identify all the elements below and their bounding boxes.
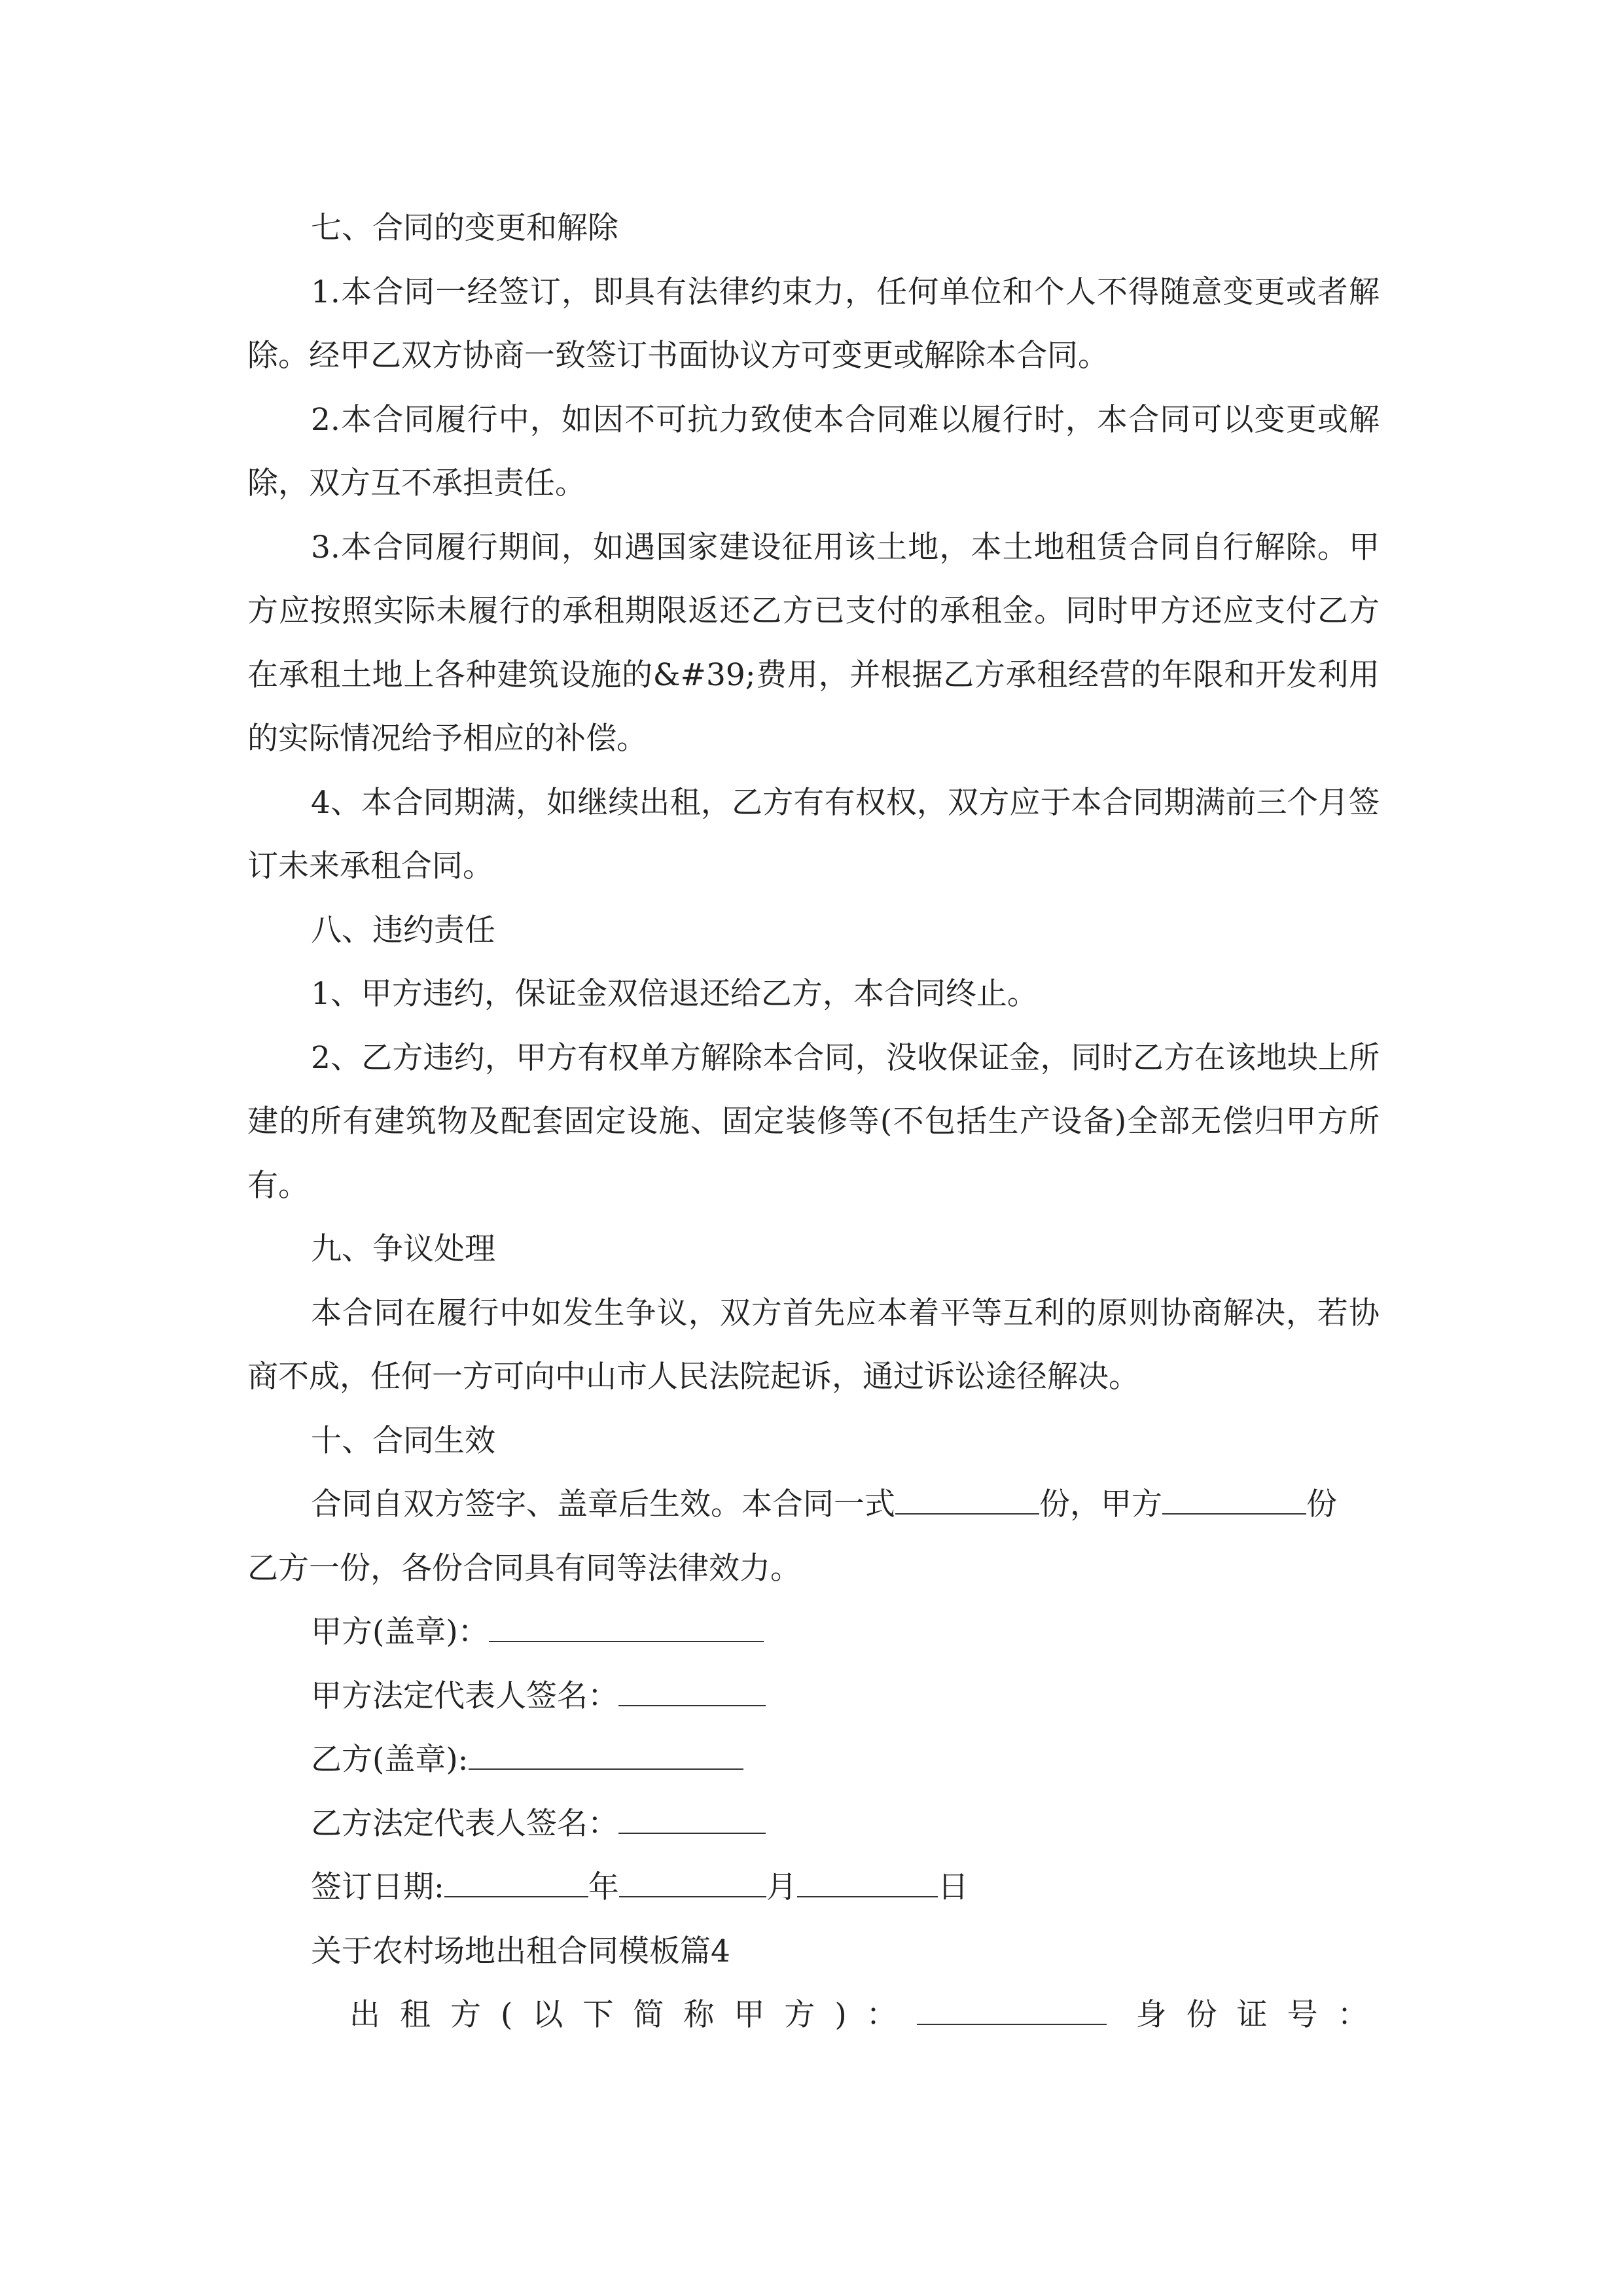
clause-7-3: 3.本合同履行期间，如遇国家建设征用该土地，本土地租赁合同自行解除。甲方应按照实际未履行的承租期限返还乙方已支付的承租金。同时甲方还应支付乙方在承租土地上各种建筑设施的&#39;费用，并根据乙方承租经营的年限和开发利用的实际情况给予相应的补偿。	[247, 529, 1380, 757]
section-heading-7: 七、合同的变更和解除	[311, 210, 618, 246]
sign-date-line	[247, 1856, 1380, 1920]
section-heading-8: 八、违约责任	[311, 912, 495, 948]
section-heading-10: 十、合同生效	[311, 1422, 495, 1459]
clause-7-1: 1.本合同一经签订，即具有法律约束力，任何单位和个人不得随意变更或者解除。经甲乙双方协商一致签订书面协议方可变更或解除本合同。	[247, 274, 1380, 374]
party-b-rep-label: 乙方法定代表人签名：	[311, 1805, 618, 1842]
clause-7-4: 4、本合同期满，如继续出租，乙方有有权权，双方应于本合同期满前三个月签订未来承租合同。	[247, 784, 1380, 884]
party-b-rep-line	[247, 1792, 1380, 1856]
lessor-label: 出租方(以下简称甲方)：	[349, 1997, 917, 2033]
clause-10-1-part-d: 乙方一份，各份合同具有同等法律效力。	[247, 1550, 801, 1587]
party-a-rep-line	[247, 1664, 1380, 1729]
clause-8-1: 1、甲方违约，保证金双倍退还给乙方，本合同终止。	[311, 976, 1038, 1012]
party-a-rep-label: 甲方法定代表人签名：	[311, 1677, 618, 1714]
party-b-seal-label: 乙方(盖章):	[311, 1742, 469, 1778]
year-label: 年	[588, 1869, 619, 1905]
year-blank	[444, 1862, 588, 1897]
id-label: 身份证号：	[1135, 1997, 1388, 2033]
contract-body	[247, 196, 1388, 2047]
party-a-seal-line	[247, 1600, 1380, 1664]
section-heading-9: 九、争议处理	[311, 1231, 495, 1267]
clause-8-2: 2、乙方违约，甲方有权单方解除本合同，没收保证金，同时乙方在该地块上所建的所有建筑物及配套固定设施、固定装修等(不包括生产设备)全部无偿归甲方所有。	[247, 1039, 1380, 1204]
clause-9-1: 本合同在履行中如发生争议，双方首先应本着平等互利的原则协商解决，若协商不成，任何一方可向中山市人民法院起诉，通过诉讼途径解决。	[247, 1295, 1380, 1395]
party-b-seal-blank	[469, 1734, 743, 1770]
clause-10-1-part-c: 份	[1306, 1486, 1337, 1522]
copies-party-a-blank	[1162, 1479, 1306, 1515]
day-blank	[797, 1862, 938, 1897]
clause-7-2: 2.本合同履行中，如因不可抗力致使本合同难以履行时，本合同可以变更或解除，双方互不承担责任。	[247, 401, 1380, 501]
sign-date-label: 签订日期:	[311, 1869, 444, 1905]
clause-10-1-part-a: 合同自双方签字、盖章后生效。本合同一式	[311, 1486, 895, 1522]
party-a-seal-blank	[489, 1607, 764, 1642]
day-label: 日	[937, 1869, 969, 1905]
next-template-title: 关于农村场地出租合同模板篇4	[311, 1933, 730, 1969]
party-b-rep-blank	[618, 1799, 766, 1834]
month-label: 月	[766, 1869, 797, 1905]
party-a-seal-label: 甲方(盖章)：	[311, 1614, 489, 1650]
lessor-blank	[917, 1990, 1107, 2025]
party-b-seal-line	[247, 1728, 1380, 1792]
party-a-rep-blank	[618, 1671, 766, 1706]
copies-total-blank	[895, 1479, 1039, 1515]
clause-10-1-part-b: 份，甲方	[1039, 1486, 1162, 1522]
month-blank	[619, 1862, 766, 1897]
clause-10-1	[247, 1473, 1380, 1600]
lessor-line	[247, 1983, 1388, 2047]
